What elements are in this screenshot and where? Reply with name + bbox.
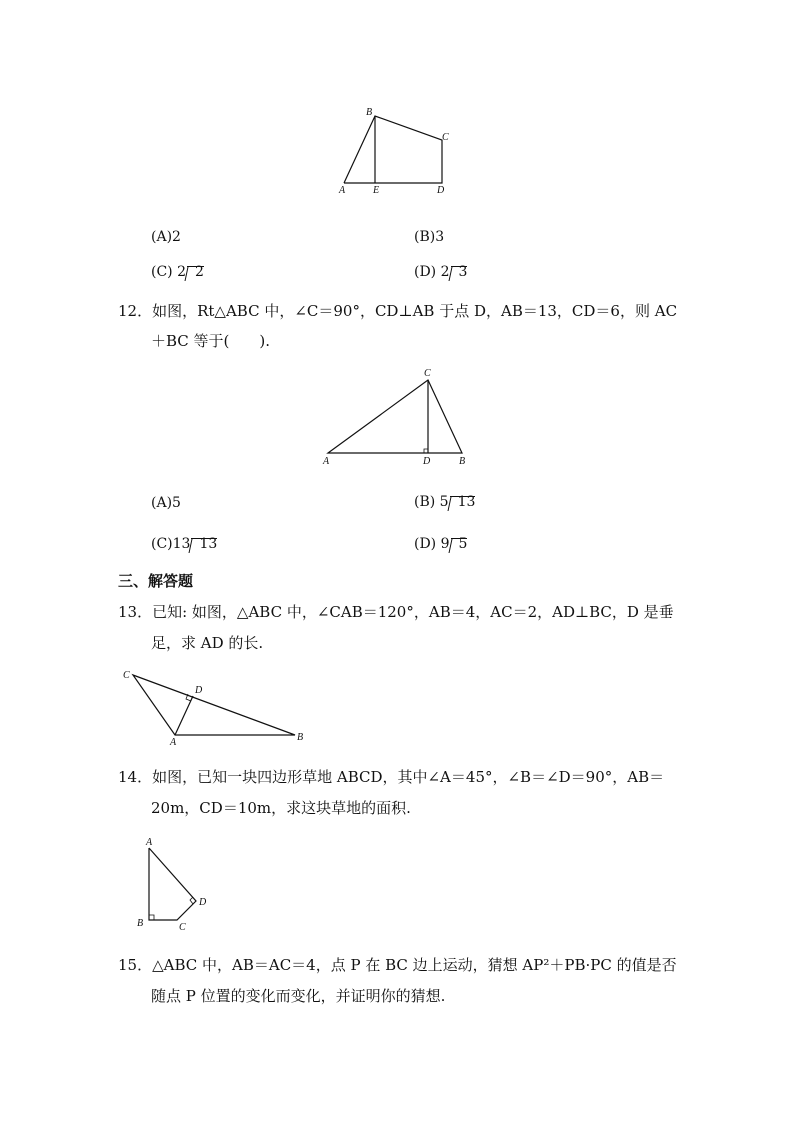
q12-option-d <box>414 536 467 552</box>
fig14-label-b: B <box>137 918 144 929</box>
fig14-label-a: A <box>146 837 153 848</box>
q12-option-d-radicand: 5 <box>458 536 468 552</box>
figure-q14 <box>132 834 222 934</box>
fig11-outline <box>344 116 442 183</box>
fig11-label-d: D <box>437 185 445 196</box>
q12-option-a: (A)5 <box>151 495 181 511</box>
q11-option-c <box>151 264 204 280</box>
fig13-label-b: B <box>297 732 304 743</box>
fig13-altitude-ad <box>175 696 193 735</box>
q13-text-line1: 13．已知: 如图，△ABC 中，∠CAB＝120°，AB＝4，AC＝2，AD⊥BC，D 是垂 <box>118 603 674 621</box>
q11-option-d-prefix: (D) 2 <box>414 264 450 280</box>
fig12-triangle <box>328 380 462 453</box>
q11-option-d <box>414 264 467 280</box>
fig14-outline <box>149 848 196 920</box>
fig11-label-c: C <box>442 132 449 143</box>
q12-option-c-prefix: (C)13 <box>151 536 191 552</box>
fig13-label-c: C <box>123 670 130 681</box>
q12-option-b <box>414 494 475 510</box>
figure-q12 <box>318 362 478 472</box>
q13-text-line2: 足，求 AD 的长. <box>151 634 264 652</box>
q12-text-line2: ＋BC 等于( ). <box>151 332 271 350</box>
sqrt-symbol <box>450 264 468 280</box>
q12-text-line1: 12．如图，Rt△ABC 中，∠C＝90°，CD⊥AB 于点 D，AB＝13，CD＝6，则 AC <box>118 302 678 320</box>
section-heading: 三、解答题 <box>118 572 194 590</box>
q11-option-d-radicand: 3 <box>458 264 468 280</box>
fig14-label-d: D <box>199 897 207 908</box>
q12-option-c <box>151 536 217 552</box>
fig14-right-angle-b <box>149 915 154 920</box>
fig13-label-d: D <box>195 685 203 696</box>
sqrt-symbol <box>186 264 204 280</box>
fig12-label-c: C <box>424 368 431 379</box>
q11-option-c-radicand: 2 <box>195 264 204 280</box>
q12-option-d-prefix: (D) 9 <box>414 536 450 552</box>
figure-q11 <box>330 100 460 200</box>
q11-option-a: (A)2 <box>151 229 181 245</box>
q15-text-line1: 15．△ABC 中，AB＝AC＝4，点 P 在 BC 边上运动，猜想 AP²＋PB·PC 的值是否 <box>118 956 677 974</box>
q14-text-line2: 20m，CD＝10m，求这块草地的面积. <box>151 799 411 817</box>
q12-option-b-radicand: 13 <box>457 494 476 510</box>
q11-option-b: (B)3 <box>414 229 445 245</box>
fig14-right-angle-d <box>190 897 193 904</box>
fig14-label-c: C <box>179 922 186 933</box>
q15-text-line2: 随点 P 位置的变化而变化，并证明你的猜想. <box>151 987 446 1005</box>
sqrt-symbol <box>190 536 217 552</box>
q11-option-c-prefix: (C) 2 <box>151 264 186 280</box>
fig11-label-e: E <box>373 185 380 196</box>
sqrt-symbol <box>450 536 468 552</box>
fig12-label-b: B <box>459 456 466 467</box>
fig13-triangle <box>133 675 295 735</box>
sqrt-symbol <box>449 494 476 510</box>
figure-q13 <box>115 665 315 750</box>
fig12-right-angle-mark <box>424 449 428 453</box>
fig12-label-a: A <box>323 456 330 467</box>
fig13-label-a: A <box>170 737 177 748</box>
q14-text-line1: 14．如图，已知一块四边形草地 ABCD，其中∠A＝45°，∠B＝∠D＝90°，AB＝ <box>118 768 665 786</box>
fig11-label-a: A <box>339 185 346 196</box>
fig11-label-b: B <box>366 107 373 118</box>
q12-option-c-radicand: 13 <box>199 536 218 552</box>
fig12-label-d: D <box>423 456 431 467</box>
q12-option-b-prefix: (B) 5 <box>414 494 449 510</box>
